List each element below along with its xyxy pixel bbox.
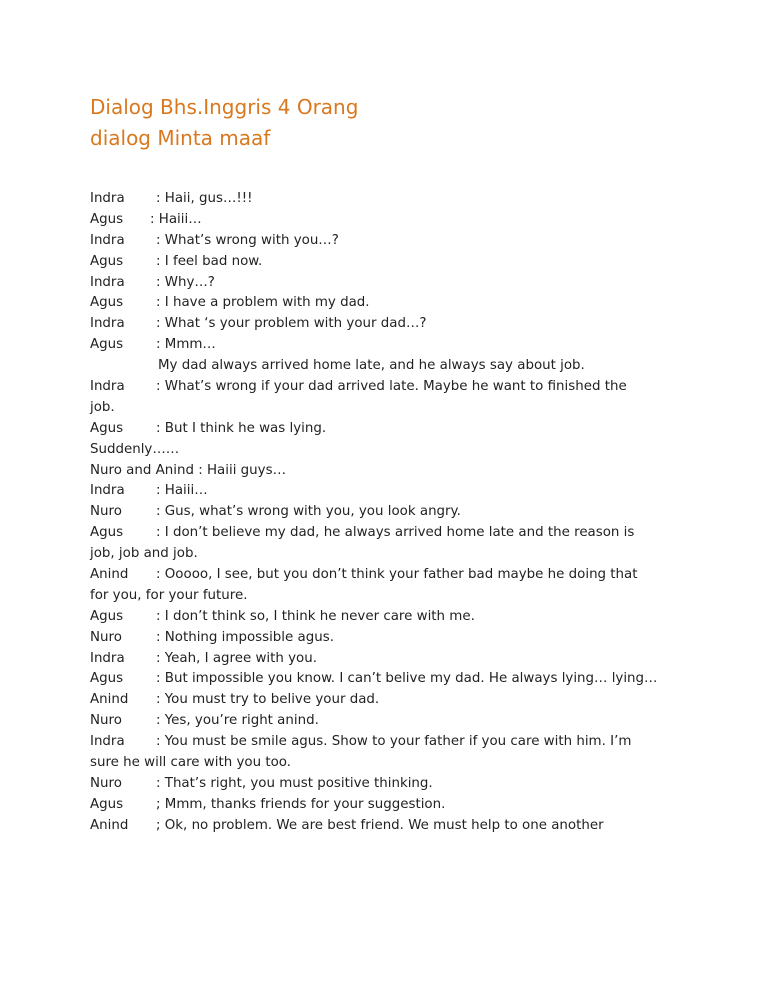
speaker-name: Indra xyxy=(90,274,125,290)
speaker-name: Nuro xyxy=(90,629,122,645)
dialog-text: : Haii, gus…!!! xyxy=(156,191,253,206)
dialog-line xyxy=(90,523,670,544)
narration-line xyxy=(90,440,670,461)
speaker-name: Nuro xyxy=(90,713,122,729)
dialog-text: : That’s right, you must positive thinking. xyxy=(156,775,433,791)
speaker-name: Indra xyxy=(90,734,125,750)
speaker-name: Nuro xyxy=(90,504,122,520)
dialog-text: sure he will care with you too. xyxy=(90,755,291,771)
dialog-text: : Ooooo, I see, but you don’t think your father bad maybe he doing that xyxy=(156,567,638,583)
title-block xyxy=(90,92,358,154)
dialog-text: : I feel bad now. xyxy=(156,253,263,269)
page-subtitle: dialog Minta maaf xyxy=(90,126,271,150)
dialog-text: : Yeah, I agree with you. xyxy=(156,650,317,666)
dialog-line xyxy=(90,628,670,649)
dialog-continuation xyxy=(90,398,670,419)
dialog-line xyxy=(90,231,670,252)
speaker-name: Indra xyxy=(90,232,125,248)
dialog-line xyxy=(90,774,670,795)
dialog-text: : Gus, what’s wrong with you, you look angry. xyxy=(156,504,461,520)
dialog-line xyxy=(90,649,670,670)
dialog-text: : Haiii… xyxy=(150,211,202,227)
dialog-text: Suddenly…… xyxy=(90,441,180,457)
dialog-text: for you, for your future. xyxy=(90,587,248,603)
dialog-text: Nuro and Anind : Haiii guys… xyxy=(90,462,286,478)
speaker-name: Agus xyxy=(90,525,124,541)
speaker-name: Agus xyxy=(90,295,124,311)
speaker-name: Anind xyxy=(90,817,129,833)
dialog-line xyxy=(90,335,670,356)
dialog-line xyxy=(90,502,670,523)
dialog-body xyxy=(90,189,670,837)
dialog-continuation xyxy=(90,356,670,377)
dialog-text: : Haiii… xyxy=(156,483,208,499)
dialog-text: job, job and job. xyxy=(90,546,198,562)
dialog-text: : Why…? xyxy=(156,274,215,290)
dialog-line xyxy=(90,189,670,210)
speaker-name: Indra xyxy=(90,650,125,666)
dialog-line xyxy=(90,816,670,837)
dialog-line xyxy=(90,732,670,753)
dialog-text: : Nothing impossible agus. xyxy=(156,629,334,645)
dialog-line xyxy=(90,314,670,335)
speaker-name: Indra xyxy=(90,316,125,332)
speaker-name: Indra xyxy=(90,379,125,395)
dialog-line xyxy=(90,461,670,482)
dialog-text: : Mmm… xyxy=(156,337,216,353)
dialog-text: My dad always arrived home late, and he always say about job. xyxy=(158,358,585,374)
dialog-text: : I don’t think so, I think he never care with me. xyxy=(156,608,475,624)
dialog-line xyxy=(90,419,670,440)
dialog-line xyxy=(90,481,670,502)
dialog-line xyxy=(90,565,670,586)
dialog-continuation xyxy=(90,753,670,774)
speaker-name: Anind xyxy=(90,567,129,583)
speaker-name: Indra xyxy=(90,191,125,206)
speaker-name: Agus xyxy=(90,337,124,353)
dialog-line xyxy=(90,795,670,816)
dialog-text: : You must try to belive your dad. xyxy=(156,692,380,708)
dialog-line xyxy=(90,669,670,690)
page-title: Dialog Bhs.Inggris 4 Orang xyxy=(90,95,359,119)
dialog-text: : I don’t believe my dad, he always arrived home late and the reason is xyxy=(156,525,635,541)
speaker-name: Agus xyxy=(90,253,124,269)
dialog-line xyxy=(90,273,670,294)
dialog-text: : You must be smile agus. Show to your father if you care with him. I’m xyxy=(156,734,632,750)
speaker-name: Agus xyxy=(90,671,124,687)
dialog-continuation xyxy=(90,586,670,607)
dialog-line xyxy=(90,690,670,711)
speaker-name: Nuro xyxy=(90,775,122,791)
speaker-name: Agus xyxy=(90,608,124,624)
dialog-text: : But impossible you know. I can’t belive my dad. He always lying… lying… xyxy=(156,671,658,687)
dialog-text: : I have a problem with my dad. xyxy=(156,295,370,311)
dialog-line xyxy=(90,607,670,628)
dialog-line xyxy=(90,293,670,314)
speaker-name: Anind xyxy=(90,692,129,708)
dialog-text: ; Ok, no problem. We are best friend. We must help to one another xyxy=(156,817,604,833)
dialog-text: : What ‘s your problem with your dad…? xyxy=(156,316,427,332)
dialog-line xyxy=(90,711,670,732)
dialog-continuation xyxy=(90,544,670,565)
dialog-line xyxy=(90,210,670,231)
dialog-line xyxy=(90,377,670,398)
dialog-text: : Yes, you’re right anind. xyxy=(156,713,319,729)
dialog-line xyxy=(90,252,670,273)
dialog-text: : What’s wrong with you…? xyxy=(156,232,339,248)
speaker-name: Agus xyxy=(90,420,124,436)
dialog-text: job. xyxy=(90,399,115,415)
dialog-text: ; Mmm, thanks friends for your suggestion. xyxy=(156,796,446,812)
speaker-name: Agus xyxy=(90,211,124,227)
dialog-text: : What’s wrong if your dad arrived late. Maybe he want to finished the xyxy=(156,379,627,395)
speaker-name: Agus xyxy=(90,796,124,812)
dialog-text: : But I think he was lying. xyxy=(156,420,327,436)
speaker-name: Indra xyxy=(90,483,125,499)
